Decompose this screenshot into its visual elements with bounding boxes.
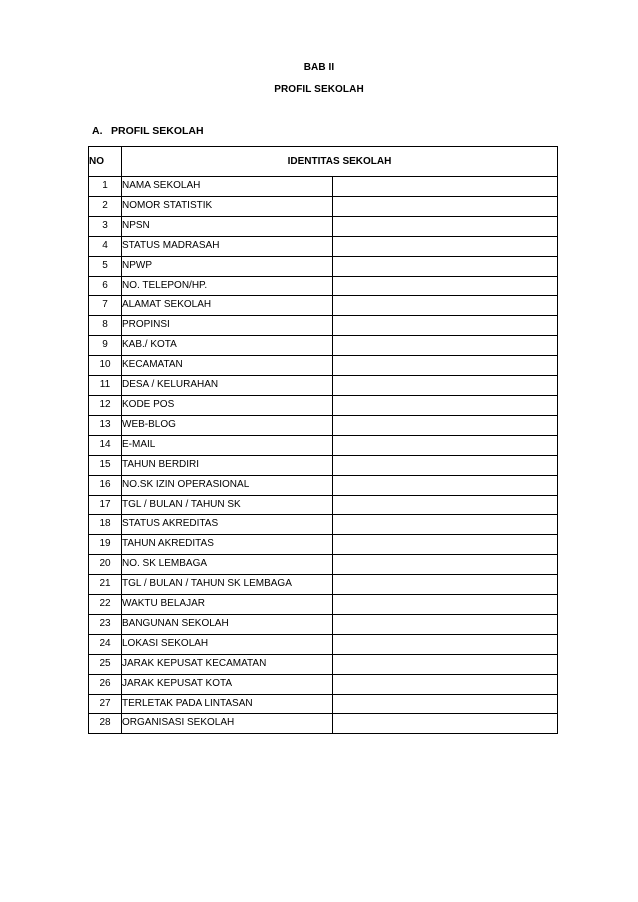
table-row: [89, 634, 558, 654]
row-label: ORGANISASI SEKOLAH: [122, 714, 333, 734]
row-number: 25: [89, 654, 122, 674]
row-number: 5: [89, 256, 122, 276]
table-row: [89, 555, 558, 575]
row-label: NAMA SEKOLAH: [122, 177, 333, 197]
table-row: [89, 475, 558, 495]
row-number: 7: [89, 296, 122, 316]
section-heading-text: PROFIL SEKOLAH: [111, 125, 204, 137]
row-label: ALAMAT SEKOLAH: [122, 296, 333, 316]
table-row: [89, 495, 558, 515]
row-value-cell[interactable]: [333, 575, 558, 595]
row-value-cell[interactable]: [333, 535, 558, 555]
row-label: LOKASI SEKOLAH: [122, 634, 333, 654]
table-row: [89, 714, 558, 734]
row-number: 4: [89, 236, 122, 256]
row-value-cell[interactable]: [333, 654, 558, 674]
row-number: 19: [89, 535, 122, 555]
row-number: 28: [89, 714, 122, 734]
row-value-cell[interactable]: [333, 296, 558, 316]
row-label: TERLETAK PADA LINTASAN: [122, 694, 333, 714]
row-value-cell[interactable]: [333, 415, 558, 435]
row-number: 13: [89, 415, 122, 435]
row-label: STATUS AKREDITAS: [122, 515, 333, 535]
row-label: NO. SK LEMBAGA: [122, 555, 333, 575]
row-value-cell[interactable]: [333, 196, 558, 216]
row-number: 14: [89, 435, 122, 455]
row-number: 11: [89, 376, 122, 396]
row-number: 3: [89, 216, 122, 236]
row-label: WAKTU BELAJAR: [122, 595, 333, 615]
school-profile-table: [88, 146, 558, 734]
row-label: KAB./ KOTA: [122, 336, 333, 356]
row-number: 26: [89, 674, 122, 694]
table-header-row: [89, 147, 558, 177]
row-value-cell[interactable]: [333, 395, 558, 415]
row-label: WEB-BLOG: [122, 415, 333, 435]
row-value-cell[interactable]: [333, 276, 558, 296]
row-number: 6: [89, 276, 122, 296]
row-label: STATUS MADRASAH: [122, 236, 333, 256]
row-value-cell[interactable]: [333, 455, 558, 475]
row-number: 12: [89, 395, 122, 415]
table-row: [89, 376, 558, 396]
row-number: 9: [89, 336, 122, 356]
table-row: [89, 177, 558, 197]
row-value-cell[interactable]: [333, 256, 558, 276]
section-letter: A.: [92, 125, 103, 137]
row-label: JARAK KEPUSAT KOTA: [122, 674, 333, 694]
row-number: 23: [89, 614, 122, 634]
row-number: 20: [89, 555, 122, 575]
row-number: 27: [89, 694, 122, 714]
table-row: [89, 654, 558, 674]
row-label: NO. TELEPON/HP.: [122, 276, 333, 296]
table-row: [89, 395, 558, 415]
row-value-cell[interactable]: [333, 634, 558, 654]
row-number: 17: [89, 495, 122, 515]
row-number: 2: [89, 196, 122, 216]
chapter-title: BAB II: [303, 62, 335, 73]
row-number: 1: [89, 177, 122, 197]
header-identitas-sekolah: IDENTITAS SEKOLAH: [122, 147, 558, 177]
table-row: [89, 336, 558, 356]
table-row: [89, 575, 558, 595]
row-label: NOMOR STATISTIK: [122, 196, 333, 216]
row-label: E-MAIL: [122, 435, 333, 455]
row-value-cell[interactable]: [333, 216, 558, 236]
row-value-cell[interactable]: [333, 316, 558, 336]
row-label: JARAK KEPUSAT KECAMATAN: [122, 654, 333, 674]
row-label: TGL / BULAN / TAHUN SK LEMBAGA: [122, 575, 333, 595]
row-number: 22: [89, 595, 122, 615]
row-number: 18: [89, 515, 122, 535]
row-value-cell[interactable]: [333, 515, 558, 535]
table-row: [89, 196, 558, 216]
table-row: [89, 614, 558, 634]
row-label: NPSN: [122, 216, 333, 236]
table-row: [89, 256, 558, 276]
row-label: TGL / BULAN / TAHUN SK: [122, 495, 333, 515]
table-row: [89, 515, 558, 535]
table-row: [89, 595, 558, 615]
table-row: [89, 296, 558, 316]
row-label: DESA / KELURAHAN: [122, 376, 333, 396]
table-row: [89, 316, 558, 336]
table-row: [89, 694, 558, 714]
row-number: 24: [89, 634, 122, 654]
table-row: [89, 276, 558, 296]
row-value-cell[interactable]: [333, 475, 558, 495]
table-row: [89, 535, 558, 555]
row-value-cell[interactable]: [333, 356, 558, 376]
row-number: 16: [89, 475, 122, 495]
row-number: 8: [89, 316, 122, 336]
row-value-cell[interactable]: [333, 555, 558, 575]
row-label: KECAMATAN: [122, 356, 333, 376]
section-heading: [92, 125, 204, 137]
table-row: [89, 455, 558, 475]
row-label: KODE POS: [122, 395, 333, 415]
table-row: [89, 435, 558, 455]
row-label: TAHUN AKREDITAS: [122, 535, 333, 555]
row-label: BANGUNAN SEKOLAH: [122, 614, 333, 634]
row-value-cell[interactable]: [333, 376, 558, 396]
header-no: NO: [89, 147, 122, 177]
row-value-cell[interactable]: [333, 614, 558, 634]
row-number: 21: [89, 575, 122, 595]
row-value-cell[interactable]: [333, 714, 558, 734]
table-body: [89, 177, 558, 734]
row-value-cell[interactable]: [333, 495, 558, 515]
row-label: NO.SK IZIN OPERASIONAL: [122, 475, 333, 495]
table-row: [89, 216, 558, 236]
row-number: 15: [89, 455, 122, 475]
table-row: [89, 356, 558, 376]
row-label: PROPINSI: [122, 316, 333, 336]
row-value-cell[interactable]: [333, 177, 558, 197]
row-label: NPWP: [122, 256, 333, 276]
row-value-cell[interactable]: [333, 236, 558, 256]
chapter-subtitle: PROFIL SEKOLAH: [274, 84, 364, 95]
row-value-cell[interactable]: [333, 674, 558, 694]
row-value-cell[interactable]: [333, 435, 558, 455]
table-row: [89, 674, 558, 694]
table-row: [89, 236, 558, 256]
row-value-cell[interactable]: [333, 595, 558, 615]
row-number: 10: [89, 356, 122, 376]
row-label: TAHUN BERDIRI: [122, 455, 333, 475]
row-value-cell[interactable]: [333, 694, 558, 714]
table-row: [89, 415, 558, 435]
row-value-cell[interactable]: [333, 336, 558, 356]
